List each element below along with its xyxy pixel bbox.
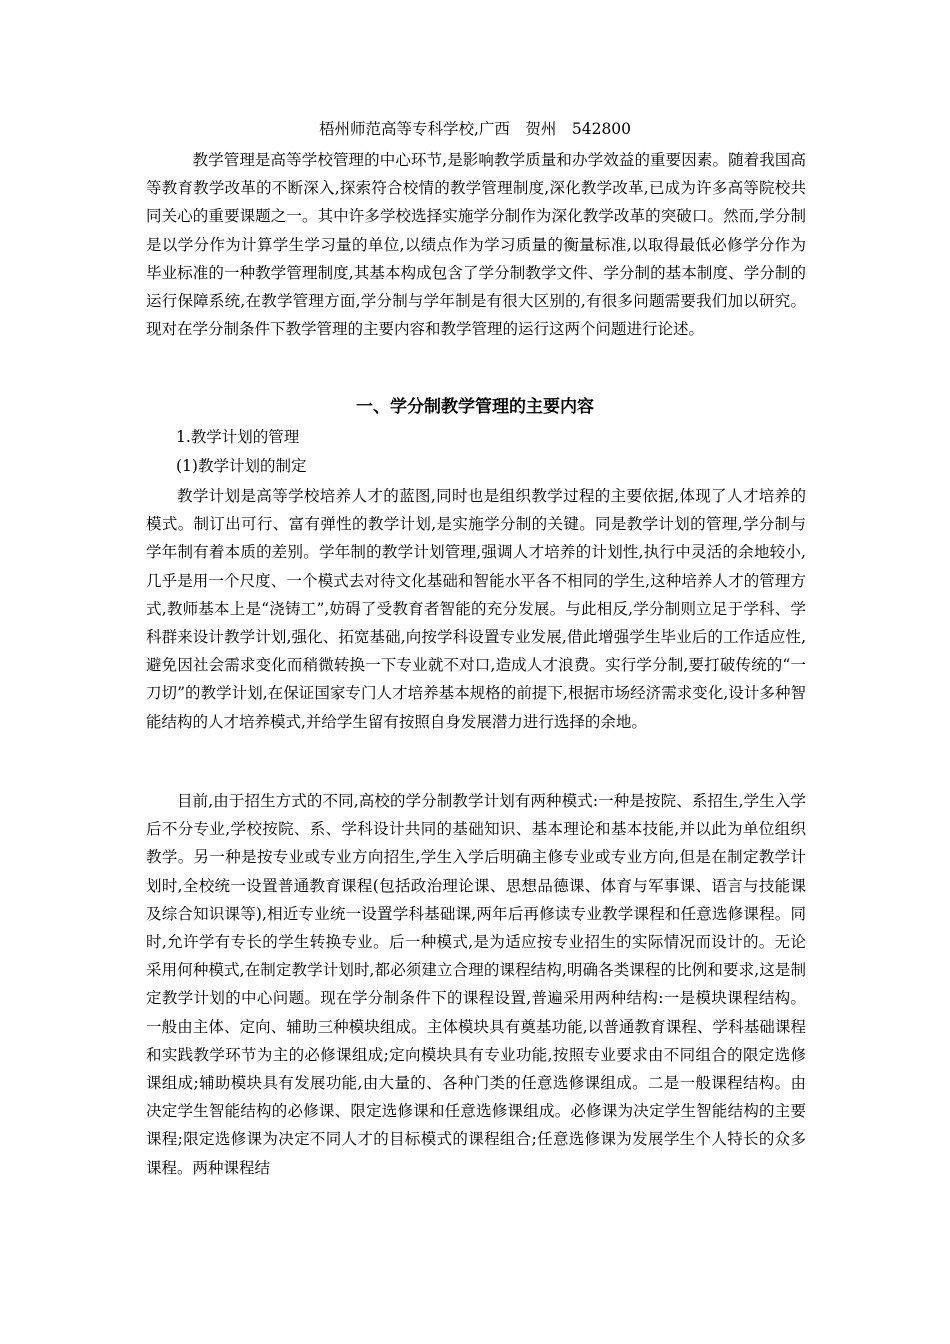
subsection-heading: 1.教学计划的管理 xyxy=(176,428,300,446)
author-affiliation: 梧州师范高等专科学校,广西 贺州 542800 xyxy=(318,120,632,138)
paragraph-text: 教学计划是高等学校培养人才的蓝图,同时也是组织教学过程的主要依据,体现了人才培养的模式。制订出可行、富有弹性的教学计划,是实施学分制的关键。同是教学计划的管理,学分制与学年制有着本质的差别。学年制的教学计划管理,强调人才培养的计划性,执行中灵活的余地较小,几乎是用一个尺度、一个模式去对待文化基础和智能水平各不相同的学生,这种培养人才的管理方式,教师基本上是“浇铸工”,妨碍了受教育者智能的充分发展。与此相反,学分制则立足于学科、学科群来设计教学计划,强化、拓宽基础,向按学科设置专业发展,借此增强学生毕业后的工作适应性,避免因社会需求变化而稍微转换一下专业就不对口,造成人才浪费。实行学分制,要打破传统的“一刀切”的教学计划,在保证国家专门人才培养基本规格的前提下,根据市场经济需求变化,设计多种智能结构的人才培养模式,并给学生留有按照自身发展潜力进行选择的余地。 xyxy=(146,487,806,731)
body-paragraph-1 xyxy=(146,482,806,736)
intro-paragraph xyxy=(146,146,806,343)
body-paragraph-2 xyxy=(146,787,806,1182)
subsubsection-heading: (1)教学计划的制定 xyxy=(176,457,307,475)
intro-text: 教学管理是高等学校管理的中心环节,是影响教学质量和办学效益的重要因素。随着我国高等教育教学改革的不断深入,探索符合校情的教学管理制度,深化教学改革,已成为许多高等院校共同关心的重要课题之一。其中许多学校选择实施学分制作为深化教学改革的突破口。然而,学分制是以学分作为计算学生学习量的单位,以绩点作为学习质量的衡量标准,以取得最低必修学分作为毕业标准的一种教学管理制度,其基本构成包含了学分制教学文件、学分制的基本制度、学分制的运行保障系统,在教学管理方面,学分制与学年制是有很大区别的,有很多问题需要我们加以研究。现对在学分制条件下教学管理的主要内容和教学管理的运行这两个问题进行论述。 xyxy=(146,151,806,339)
paragraph-text: 目前,由于招生方式的不同,高校的学分制教学计划有两种模式:一种是按院、系招生,学生入学后不分专业,学校按院、系、学科设计共同的基础知识、基本理论和基本技能,并以此为单位组织教学。另一种是按专业或专业方向招生,学生入学后明确主修专业或专业方向,但是在制定教学计划时,全校统一设置普通教育课程(包括政治理论课、思想品德课、体育与军事课、语言与技能课及综合知识课等),相近专业统一设置学科基础课,两年后再修读专业教学课程和任意选修课程。同时,允许学有专长的学生转换专业。后一种模式,是为适应按专业招生的实际情况而设计的。无论采用何种模式,在制定教学计划时,都必须建立合理的课程结构,明确各类课程的比例和要求,这是制定教学计划的中心问题。现在学分制条件下的课程设置,普遍采用两种结构:一是模块课程结构。一般由主体、定向、辅助三种模块组成。主体模块具有奠基功能,以普通教育课程、学科基础课程和实践教学环节为主的必修课组成;定向模块具有专业功能,按照专业要求由不同组合的限定选修课组成;辅助模块具有发展功能,由大量的、各种门类的任意选修课组成。二是一般课程结构。由决定学生智能结构的必修课、限定选修课和任意选修课组成。必修课为决定学生智能结构的主要课程;限定选修课为决定不同人才的目标模式的课程组合;任意选修课为发展学生个人特长的众多课程。两种课程结 xyxy=(146,792,806,1177)
section-heading: 一、学分制教学管理的主要内容 xyxy=(356,397,594,417)
